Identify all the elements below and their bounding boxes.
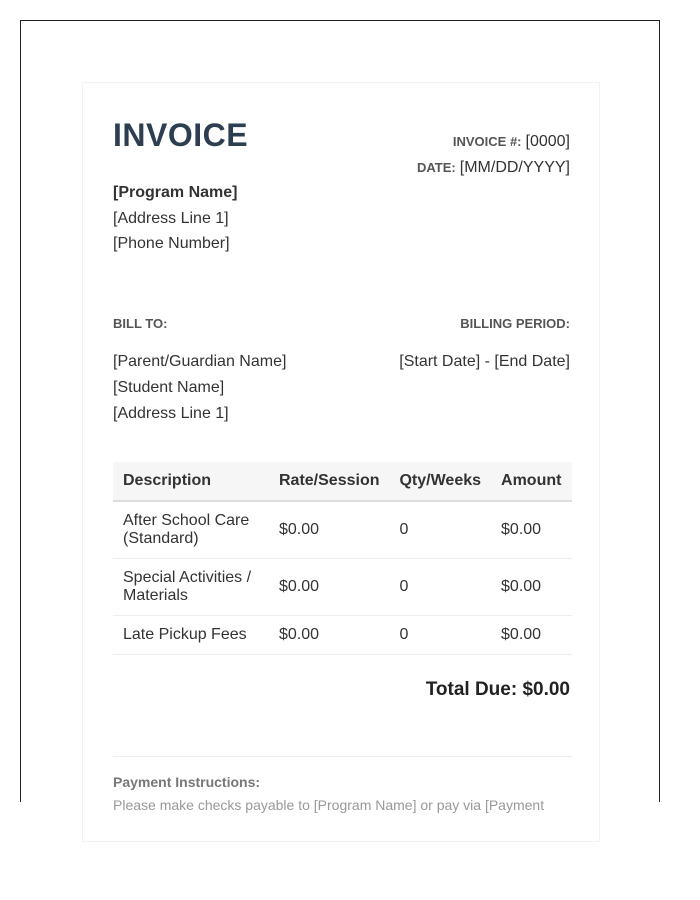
invoice-number-row — [453, 133, 570, 151]
cell-qty: 0 — [389, 559, 491, 616]
program-name: [Program Name] — [113, 184, 238, 201]
invoice-date-row — [417, 159, 570, 177]
invoice-number-value: [0000] — [525, 133, 570, 150]
payment-instructions-text: Please make checks payable to [Program Name] or pay via [Payment — [113, 797, 545, 813]
invoice-date-value: [MM/DD/YYYY] — [459, 159, 570, 176]
cell-qty: 0 — [389, 616, 491, 655]
billing-period-label: BILLING PERIOD: — [460, 316, 570, 331]
invoice-date-label: DATE: — [417, 160, 456, 175]
table-row — [113, 559, 572, 616]
cell-rate: $0.00 — [269, 559, 389, 616]
cell-qty: 0 — [389, 501, 491, 559]
bill-to-student: [Student Name] — [113, 379, 225, 396]
cell-rate: $0.00 — [269, 501, 389, 559]
table-row — [113, 501, 572, 559]
document-viewer-frame — [20, 20, 660, 813]
table-header-row — [113, 462, 572, 501]
bill-to-label: BILL TO: — [113, 316, 168, 331]
total-due: Total Due: $0.00 — [425, 679, 570, 700]
bill-to-address: [Address Line 1] — [113, 405, 229, 422]
cell-rate: $0.00 — [269, 616, 389, 655]
cell-description: Special Activities / Materials — [113, 559, 269, 616]
cell-description: After School Care (Standard) — [113, 501, 269, 559]
cell-amount: $0.00 — [491, 559, 572, 616]
cell-amount: $0.00 — [491, 616, 572, 655]
invoice-number-label: INVOICE #: — [452, 134, 522, 149]
cell-amount: $0.00 — [491, 501, 572, 559]
column-header-rate: Rate/Session — [269, 462, 389, 501]
footer-divider — [113, 756, 572, 757]
invoice-title: INVOICE — [113, 117, 249, 153]
program-phone: [Phone Number] — [113, 235, 230, 252]
program-address: [Address Line 1] — [113, 210, 229, 227]
line-items-table — [113, 462, 572, 655]
table-row — [113, 616, 572, 655]
invoice-page — [82, 82, 600, 842]
billing-period-value: [Start Date] - [End Date] — [399, 353, 570, 370]
column-header-qty: Qty/Weeks — [389, 462, 491, 501]
bill-to-parent: [Parent/Guardian Name] — [113, 353, 287, 370]
column-header-description: Description — [113, 462, 269, 501]
payment-instructions-label: Payment Instructions: — [113, 774, 261, 790]
cell-description: Late Pickup Fees — [113, 616, 269, 655]
column-header-amount: Amount — [491, 462, 572, 501]
